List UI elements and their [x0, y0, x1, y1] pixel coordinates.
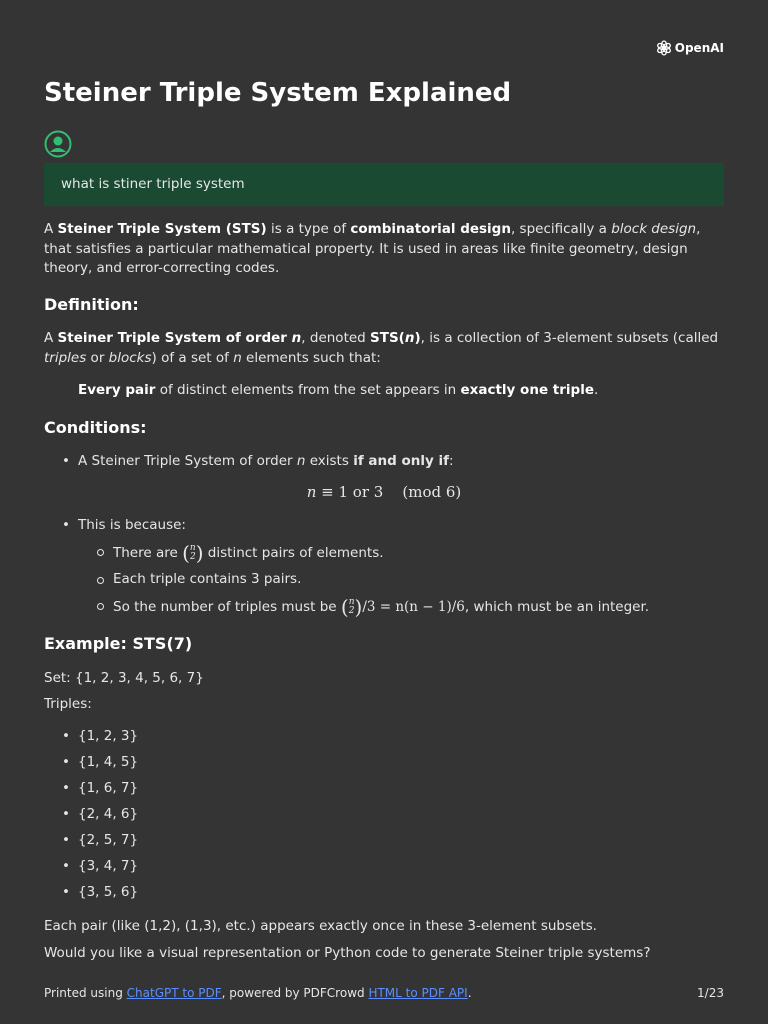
definition-quote [78, 381, 724, 401]
triple-item: • {2, 4, 6} [78, 806, 138, 822]
definition-heading: Definition: [44, 295, 139, 314]
def-text: , is a collection of 3-element subsets (called [420, 330, 719, 346]
triple-item: • {1, 6, 7} [78, 780, 138, 796]
mod-equation [44, 483, 724, 501]
openai-icon [656, 40, 672, 56]
conditions-heading: Conditions: [44, 418, 147, 437]
user-avatar-icon [44, 130, 72, 158]
intro-text: , specifically a [510, 221, 612, 237]
intro-text: , that satisfies a particular mathematical property. It is used in areas like finite geometry, design theory, and error-correcting codes. [44, 221, 701, 276]
def-text: or [86, 349, 109, 366]
def-bold-text: ) [414, 330, 421, 346]
def-italic-triples: triples [44, 349, 87, 366]
condition-item-1 [78, 453, 454, 469]
definition-paragraph [44, 329, 724, 368]
triple-item: • {3, 5, 6} [78, 884, 138, 900]
intro-bold-design: combinatorial design [350, 221, 511, 237]
page-title: Steiner Triple System Explained [44, 78, 512, 108]
intro-italic-block: block design [611, 221, 697, 237]
footer-text: Printed using [44, 986, 127, 1000]
cond-bold-iff: if and only if [353, 453, 449, 469]
def-text: , denoted [301, 330, 371, 346]
footer-text: , powered by PDFCrowd [221, 986, 369, 1000]
quote-text: . [593, 382, 599, 398]
example-note: Each pair (like (1,2), (1,3), etc.) appears exactly once in these 3-element subsets. [44, 918, 597, 934]
binomial-n-2: ( n 2 ) [182, 541, 204, 565]
sub-text: distinct pairs of elements. [203, 545, 384, 561]
def-bold-n: n [291, 330, 302, 346]
eq-n: n [306, 483, 317, 501]
quote-bold-triple: exactly one triple [460, 382, 594, 398]
eq-mid: ≡ 1 or 3 [316, 483, 384, 501]
condition-sub-3 [113, 597, 649, 617]
print-footer [44, 986, 724, 1000]
triple-item: • {2, 5, 7} [78, 832, 138, 848]
def-bold-order [58, 330, 302, 346]
page-number: 1/23 [697, 986, 724, 1000]
intro-text: is a type of [266, 221, 351, 237]
quote-text: of distinct elements from the set appears in [155, 382, 461, 398]
cond-italic-n: n [296, 453, 306, 469]
condition-sub-2: Each triple contains 3 pairs. [113, 571, 302, 587]
binom-bottom: 2 [189, 552, 196, 562]
intro-bold-sts: Steiner Triple System (STS) [57, 221, 267, 237]
def-bold-n: n [404, 330, 415, 346]
brand-name: OpenAI [674, 41, 724, 55]
binomial-n-2: ( n 2 ) [340, 595, 363, 619]
condition-sub-1 [113, 543, 384, 563]
triple-item: • {1, 4, 5} [78, 754, 138, 770]
triples-label: Triples: [44, 696, 92, 712]
cond-text: A Steiner Triple System of order [78, 453, 297, 469]
follow-up-question: Would you like a visual representation or Python code to generate Steiner triple systems? [44, 945, 651, 961]
chatgpt-to-pdf-link[interactable]: ChatGPT to PDF [126, 986, 222, 1000]
def-bold-sts [370, 330, 421, 346]
binom-top: n [348, 597, 355, 607]
def-italic-blocks: blocks [108, 349, 152, 366]
def-text: ) of a set of [151, 349, 234, 366]
sub-text: So the number of triples must be [113, 599, 341, 615]
def-italic-n: n [233, 349, 242, 366]
binom-top: n [189, 543, 196, 553]
triple-item: • {3, 4, 7} [78, 858, 138, 874]
quote-bold-pair: Every pair [78, 382, 156, 398]
example-heading: Example: STS(7) [44, 634, 193, 653]
user-message [44, 163, 724, 206]
sub-text: , which must be an integer. [464, 599, 650, 615]
cond-text: exists [305, 453, 354, 469]
html-to-pdf-api-link[interactable]: HTML to PDF API [368, 986, 468, 1000]
cond-text: : [449, 453, 454, 469]
binom-bottom: 2 [348, 606, 355, 616]
triples-formula: /3 = n(n − 1)/6 [362, 599, 465, 615]
intro-paragraph [44, 220, 724, 279]
openai-logo [656, 40, 724, 56]
condition-item-2: • This is because: [78, 517, 186, 533]
user-message-text: what is stiner triple system [61, 176, 245, 192]
example-set: Set: {1, 2, 3, 4, 5, 6, 7} [44, 670, 204, 686]
sub-text: There are [113, 545, 183, 561]
intro-text: A [44, 221, 58, 237]
footer-text: . [467, 986, 472, 1000]
def-text: A [44, 330, 58, 346]
def-bold-text: Steiner Triple System of order [57, 330, 292, 346]
eq-mod: (mod 6) [402, 483, 462, 501]
def-bold-text: STS( [370, 330, 405, 346]
def-text: elements such that: [241, 349, 381, 366]
triple-item: • {1, 2, 3} [78, 728, 138, 744]
